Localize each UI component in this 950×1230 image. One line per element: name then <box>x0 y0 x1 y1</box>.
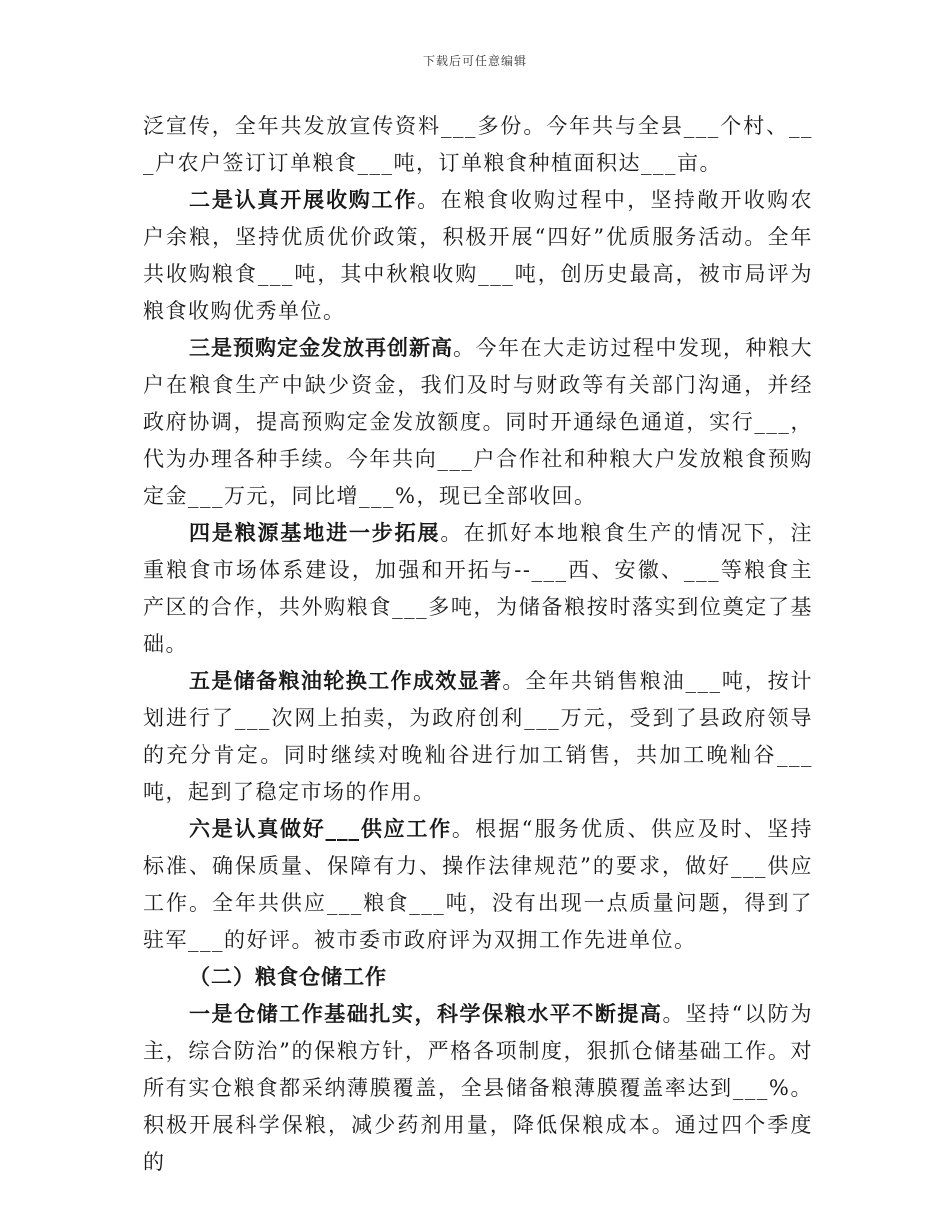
paragraph-purchase-work <box>143 182 813 330</box>
document-body <box>143 108 813 1181</box>
paragraph-continuation <box>143 108 813 182</box>
paragraph-lead: 四是粮源基地进一步拓展 <box>189 521 441 545</box>
paragraph-lead: 六是认真做好___供应工作 <box>189 817 452 841</box>
page-header: 下载后可任意编辑 <box>422 54 527 68</box>
paragraph-deposit <box>143 330 813 515</box>
paragraph-body: 泛宣传，全年共发放宣传资料___多份。今年共与全县___个村、___户农户签订订单粮食___吨，订单粮食种植面积达___亩。 <box>143 114 813 175</box>
paragraph-lead: 五是储备粮油轮换工作成效显著 <box>189 669 503 693</box>
paragraph-body: 。坚持“以防为主，综合防治”的保粮方针，严格各项制度，狠抓仓储基础工作。对所有实仓粮食都采纳薄膜覆盖，全县储备粮薄膜覆盖率达到___%。积极开展科学保粮，减少药剂用量，降低保粮成本。通过四个季度的 <box>143 1002 813 1174</box>
section-heading: （二）粮食仓储工作 <box>189 965 387 989</box>
paragraph-body: 。今年在大走访过程中发现，种粮大户在粮食生产中缺少资金，我们及时与财政等有关部门沟通，并经政府协调，提高预购定金发放额度。同时开通绿色通道，实行___，代为办理各种手续。今年共向___户合作社和种粮大户发放粮食预购定金___万元，同比增___%，现已全部收回。 <box>143 336 813 508</box>
paragraph-body: 。根据“服务优质、供应及时、坚持标准、确保质量、保障有力、操作法律规范”的要求，做好___供应工作。全年共供应___粮食___吨，没有出现一点质量问题，得到了驻军___的好评。被市委市政府评为双拥工作先进单位。 <box>143 817 813 952</box>
paragraph-lead: 三是预购定金发放再创新高 <box>189 336 453 360</box>
paragraph-rotation <box>143 663 813 811</box>
paragraph-body: 。全年共销售粮油___吨，按计划进行了___次网上拍卖，为政府创利___万元，受到了县政府领导的充分肯定。同时继续对晚籼谷进行加工销售，共加工晚籼谷___吨，起到了稳定市场的作用。 <box>143 669 814 804</box>
paragraph-supply <box>143 811 813 959</box>
paragraph-body: 。在粮食收购过程中，坚持敞开收购农户余粮，坚持优质优价政策，积极开展“四好”优质服务活动。全年共收购粮食___吨，其中秋粮收购___吨，创历史最高，被市局评为粮食收购优秀单位。 <box>143 188 814 323</box>
paragraph-lead: 二是认真开展收购工作 <box>189 188 418 212</box>
paragraph-lead: 一是仓储工作基础扎实，科学保粮水平不断提高 <box>189 1002 663 1026</box>
paragraph-storage <box>143 996 813 1181</box>
paragraph-grain-base <box>143 515 813 663</box>
paragraph-body: 。在抓好本地粮食生产的情况下，注重粮食市场体系建设，加强和开拓与--___西、安徽、___等粮食主产区的合作，共外购粮食___多吨，为储备粮按时落实到位奠定了基础。 <box>143 521 814 656</box>
